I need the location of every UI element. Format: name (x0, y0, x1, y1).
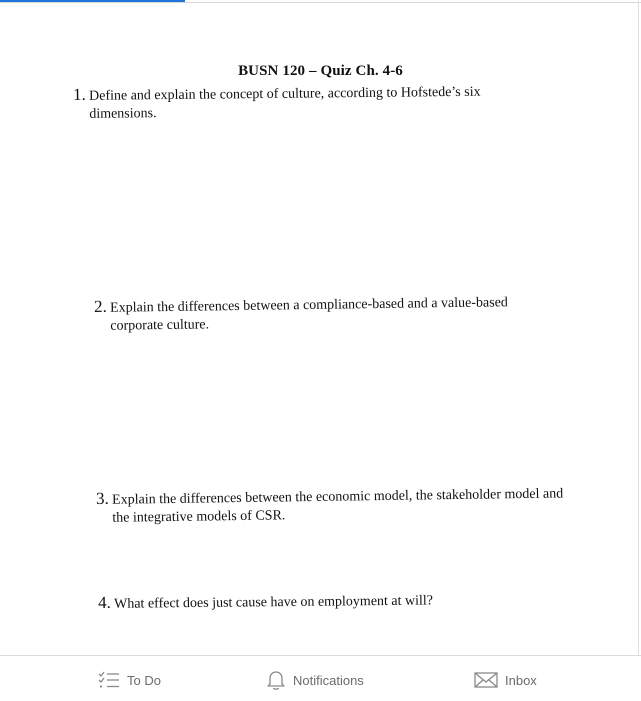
question-3 (96, 485, 576, 528)
question-number: 2. (93, 296, 107, 316)
top-divider (0, 2, 641, 3)
question-number: 3. (95, 488, 109, 508)
question-2 (94, 294, 544, 336)
todo-label: To Do (127, 672, 161, 688)
page-right-border (638, 0, 639, 655)
todo-nav-button[interactable] (98, 668, 161, 692)
document-title: BUSN 120 – Quiz Ch. 4-6 (238, 63, 403, 79)
question-number: 4. (97, 592, 111, 612)
question-number: 1. (72, 84, 86, 104)
notifications-nav-button[interactable] (266, 668, 364, 692)
question-text: Explain the differences between the economic model, the stakeholder model and the integrative models of CSR. (112, 486, 564, 526)
question-1 (73, 83, 523, 124)
question-text: Define and explain the concept of culture, according to Hofstede’s six dimensions. (89, 84, 481, 122)
question-4 (98, 591, 548, 614)
question-text: What effect does just cause have on employment at will? (114, 593, 434, 612)
bell-icon (266, 669, 286, 691)
notifications-label: Notifications (293, 672, 364, 688)
question-text: Explain the differences between a compliance-based and a value-based corporate culture. (110, 295, 508, 334)
bottom-navigation (0, 655, 641, 701)
inbox-label: Inbox (505, 672, 537, 688)
inbox-nav-button[interactable] (474, 668, 537, 692)
envelope-icon (474, 671, 498, 689)
todo-list-icon (98, 670, 120, 690)
